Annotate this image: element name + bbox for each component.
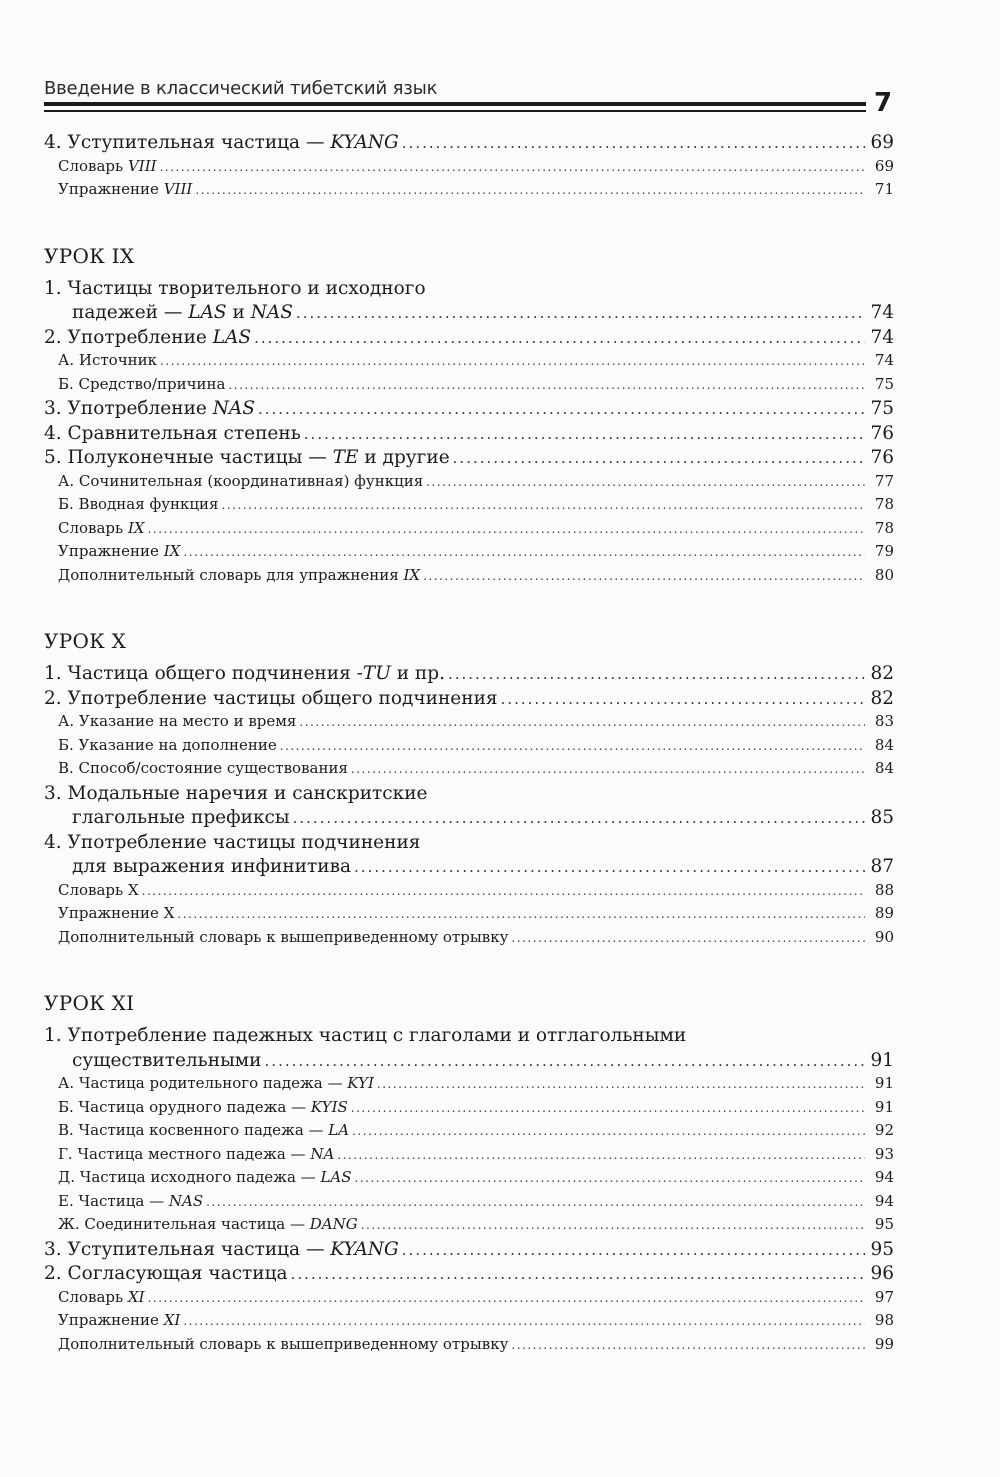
- toc-page-number: 74: [870, 302, 894, 323]
- dot-leader: [377, 1077, 865, 1091]
- toc-subentry: [44, 1215, 894, 1239]
- toc-page-number: 95: [870, 1238, 894, 1260]
- toc-entry: [44, 132, 894, 157]
- lesson-title: УРОК IX: [44, 243, 135, 268]
- toc-subentry: [44, 1168, 894, 1192]
- toc-subentry: [44, 904, 894, 928]
- toc-entry: [44, 1050, 894, 1075]
- toc-subentry: [44, 1121, 894, 1145]
- toc-entry-title: Упражнение IX: [58, 542, 181, 560]
- toc-entry: [44, 807, 894, 832]
- toc-page-number: 75: [870, 398, 894, 419]
- toc-page-number: 88: [874, 880, 894, 899]
- toc-page-number: 82: [870, 687, 894, 709]
- toc-entry-title: Словарь X: [58, 880, 139, 899]
- dot-leader: [426, 475, 865, 489]
- lesson-section: [44, 629, 894, 951]
- toc-page-number: 80: [874, 565, 894, 584]
- toc-entry-title: Б. Указание на дополнение: [58, 735, 277, 754]
- toc-entry-line: 3. Модальные наречия и санскритские: [44, 782, 428, 804]
- toc-page-number: 91: [874, 1097, 894, 1116]
- toc-entry-title: Г. Частица местного падежа — NA: [58, 1144, 335, 1163]
- toc-page-number: 69: [874, 156, 894, 175]
- toc-page-number: 71: [874, 180, 894, 198]
- dot-leader: [296, 304, 865, 322]
- toc-entry: [44, 327, 894, 352]
- toc-page-number: 95: [874, 1215, 894, 1233]
- toc-page-number: 84: [874, 735, 894, 754]
- dot-leader: [402, 134, 865, 152]
- toc-page-number: 76: [870, 447, 894, 468]
- toc-entry-title: Упражнение X: [58, 904, 175, 922]
- running-title: Введение в классический тибетский язык: [44, 78, 438, 99]
- dot-leader: [177, 907, 865, 921]
- toc-entry-title: 1. Частица общего подчинения -TU и пр.: [44, 663, 445, 684]
- toc-subentry: [44, 519, 894, 543]
- toc-subentry: [44, 351, 894, 375]
- toc-page-number: 77: [874, 471, 894, 490]
- toc-subentry: [44, 759, 894, 783]
- dot-leader: [423, 569, 865, 583]
- toc-entry: [44, 447, 894, 472]
- toc-entry-title: Б. Вводная функция: [58, 495, 219, 513]
- lesson-title: УРОК XI: [44, 991, 135, 1015]
- toc-entry-line: 1. Употребление падежных частиц с глаголами и отглагольными: [44, 1025, 687, 1046]
- toc-entry-title: Дополнительный словарь для упражнения IX: [58, 565, 421, 584]
- toc-page-number: 94: [874, 1191, 894, 1210]
- toc-entry: [44, 1239, 894, 1264]
- toc-page-number: 76: [870, 422, 894, 444]
- toc-entry-title: 2. Согласующая частица: [44, 1263, 288, 1284]
- toc-entry-title: Упражнение XI: [58, 1311, 181, 1329]
- toc-entry: [44, 302, 894, 327]
- dot-leader: [160, 354, 865, 368]
- page-number: 7: [874, 88, 893, 118]
- toc-subentry: [44, 712, 894, 736]
- toc-entry-title: В. Способ/состояние существования: [58, 759, 348, 777]
- dot-leader: [148, 522, 865, 536]
- toc-page-number: 89: [874, 904, 894, 922]
- toc-page-number: 78: [874, 495, 894, 513]
- dot-leader: [160, 160, 865, 174]
- toc-entry-title: Упражнение VIII: [58, 180, 193, 198]
- toc-entry-title: существительными: [72, 1049, 262, 1071]
- dot-leader: [355, 1171, 865, 1185]
- toc-subentry: [44, 1335, 894, 1359]
- toc-entry-title: Б. Средство/причина: [58, 374, 226, 393]
- toc-subentry: [44, 1192, 894, 1216]
- toc-entry: [44, 688, 894, 713]
- dot-leader: [511, 1338, 865, 1352]
- toc-page-number: 94: [874, 1168, 894, 1186]
- toc-entry-title: Б. Частица орудного падежа — KYIS: [58, 1097, 348, 1116]
- toc-entry-line: 1. Частицы творительного и исходного: [44, 277, 426, 299]
- table-of-contents: [44, 132, 894, 1358]
- toc-entry-title: А. Частица родительного падежа — KYI: [58, 1074, 374, 1092]
- dot-leader: [142, 884, 865, 898]
- toc-subentry: [44, 1311, 894, 1335]
- toc-page-number: 91: [870, 1049, 894, 1071]
- toc-subentry: [44, 1074, 894, 1098]
- dot-leader: [183, 545, 865, 559]
- toc-entry: [44, 663, 894, 688]
- dot-leader: [352, 1124, 865, 1138]
- toc-page-number: 87: [870, 856, 894, 877]
- dot-leader: [453, 449, 865, 467]
- toc-page-number: 78: [874, 518, 894, 537]
- toc-entry-title: падежей — LAS и NAS: [72, 302, 293, 323]
- toc-subentry: [44, 542, 894, 566]
- dot-leader: [361, 1218, 865, 1232]
- toc-page-number: 83: [874, 712, 894, 730]
- toc-page-number: 90: [874, 927, 894, 946]
- toc-subentry: [44, 1288, 894, 1312]
- toc-entry-title: 2. Употребление LAS: [44, 326, 252, 348]
- toc-page-number: 82: [870, 663, 894, 684]
- toc-page-number: 96: [870, 1263, 894, 1284]
- dot-leader: [265, 1052, 865, 1070]
- toc-page-number: 85: [870, 807, 894, 828]
- dot-leader: [351, 762, 865, 776]
- dot-leader: [299, 715, 865, 729]
- toc-page-number: 93: [874, 1144, 894, 1163]
- toc-entry-title: Д. Частица исходного падежа — LAS: [58, 1168, 352, 1186]
- toc-page-number: 84: [874, 759, 894, 777]
- dot-leader: [280, 739, 865, 753]
- toc-entry: [44, 1263, 894, 1288]
- toc-entry-title: глагольные префиксы: [72, 807, 290, 828]
- toc-page-number: 99: [874, 1334, 894, 1353]
- dot-leader: [351, 1101, 865, 1115]
- dot-leader: [258, 400, 865, 418]
- toc-entry: [44, 398, 894, 423]
- dot-leader: [195, 183, 865, 197]
- toc-subentry: [44, 881, 894, 905]
- dot-leader: [304, 425, 865, 443]
- lesson-section: [44, 991, 894, 1358]
- toc-subentry: [44, 375, 894, 399]
- toc-page-number: 74: [874, 351, 894, 369]
- header-rule-thick: [44, 102, 866, 106]
- toc-subentry: [44, 495, 894, 519]
- toc-entry-title: 5. Полуконечные частицы — TE и другие: [44, 447, 450, 468]
- toc-entry-title: Словарь VIII: [58, 156, 157, 175]
- dot-leader: [183, 1314, 865, 1328]
- dot-leader: [501, 690, 865, 708]
- toc-subentry: [44, 928, 894, 952]
- toc-subentry: [44, 1098, 894, 1122]
- toc-page-number: 92: [874, 1121, 894, 1139]
- dot-leader: [511, 931, 865, 945]
- toc-entry-title: Дополнительный словарь к вышеприведенному отрывку: [58, 1334, 509, 1353]
- dot-leader: [337, 1148, 865, 1162]
- toc-subentry: [44, 180, 894, 204]
- toc-entry-title: Словарь IX: [58, 518, 145, 537]
- toc-entry-title: Е. Частица — NAS: [58, 1191, 204, 1210]
- toc-entry-title: А. Указание на место и время: [58, 712, 297, 730]
- toc-page-number: 97: [874, 1287, 894, 1306]
- toc-subentry: [44, 736, 894, 760]
- toc-page-number: 91: [874, 1074, 894, 1092]
- dot-leader: [222, 498, 865, 512]
- toc-entry-title: 3. Употребление NAS: [44, 398, 255, 419]
- dot-leader: [254, 329, 865, 347]
- header-rule-thin: [44, 110, 866, 112]
- toc-page-number: 74: [870, 326, 894, 348]
- toc-page-number: 98: [874, 1311, 894, 1329]
- toc-entry-title: А. Сочинительная (координативная) функция: [58, 471, 424, 490]
- toc-entry-title: 4. Уступительная частица — KYANG: [44, 132, 399, 153]
- dot-leader: [206, 1195, 865, 1209]
- continued-section: [44, 132, 894, 204]
- toc-entry-title: 2. Употребление частицы общего подчинения: [44, 687, 498, 709]
- dot-leader: [354, 858, 865, 876]
- toc-entry-title: Ж. Соединительная частица — DANG: [58, 1215, 358, 1233]
- dot-leader: [402, 1241, 865, 1259]
- toc-subentry: [44, 1145, 894, 1169]
- toc-entry-title: Дополнительный словарь к вышеприведенному отрывку: [58, 927, 509, 946]
- dot-leader: [148, 1291, 865, 1305]
- toc-entry-title: В. Частица косвенного падежа — LA: [58, 1121, 350, 1139]
- toc-entry-title: А. Источник: [58, 351, 157, 369]
- toc-page-number: 79: [874, 542, 894, 560]
- dot-leader: [291, 1265, 865, 1283]
- toc-subentry: [44, 566, 894, 590]
- toc-entry-title: 4. Сравнительная степень: [44, 422, 301, 444]
- toc-page-number: 69: [870, 132, 894, 153]
- dot-leader: [228, 378, 865, 392]
- toc-entry-line: 4. Употребление частицы подчинения: [44, 831, 421, 853]
- toc-entry: [44, 856, 894, 881]
- toc-page-number: 75: [874, 374, 894, 393]
- toc-entry-title: для выражения инфинитива: [72, 856, 352, 877]
- lesson-title: УРОК X: [44, 629, 127, 653]
- toc-subentry: [44, 472, 894, 496]
- toc-entry-title: Словарь XI: [58, 1287, 145, 1306]
- toc-entry-title: 3. Уступительная частица — KYANG: [44, 1238, 399, 1260]
- lesson-section: [44, 244, 894, 590]
- toc-subentry: [44, 157, 894, 181]
- toc-entry: [44, 423, 894, 448]
- dot-leader: [293, 809, 865, 827]
- dot-leader: [448, 665, 865, 683]
